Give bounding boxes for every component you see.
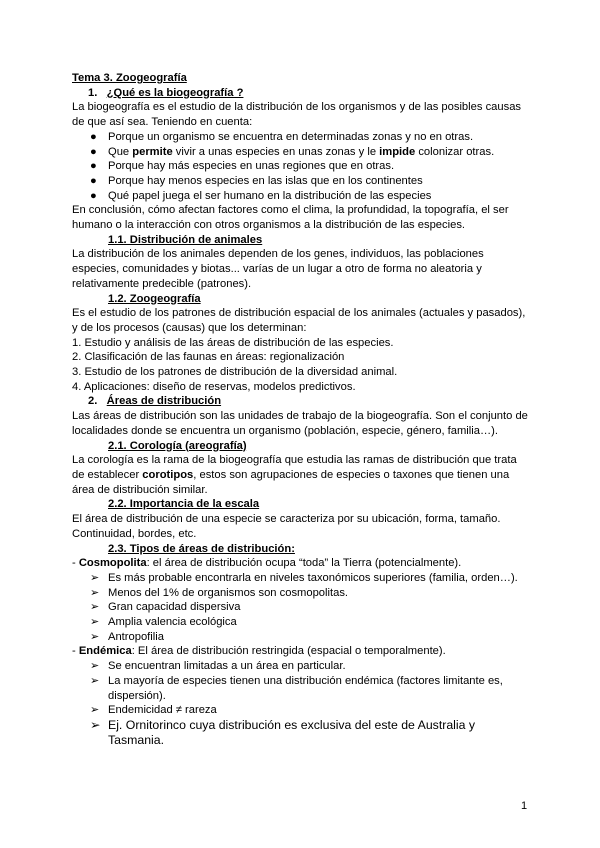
cosmopolita-term: Cosmopolita	[78, 557, 147, 570]
arrow-bullet-icon: ➢	[90, 616, 100, 629]
list-item: ● Qué papel juega el ser humano en la distribución de las especies	[90, 189, 432, 202]
paragraph-line: Continuidad, bordes, etc.	[72, 527, 197, 540]
arrow-bullet-icon: ➢	[90, 674, 100, 687]
arrow-bullet-icon: ➢	[90, 717, 101, 732]
list-item: ➢ Es más probable encontrarla en niveles taxonómicos superiores (familia, orden…).	[90, 571, 518, 584]
document-title: Tema 3. Zoogeografía	[72, 72, 187, 84]
section-2-2-heading: 2.2. Importancia de la escala	[108, 498, 260, 511]
paragraph-line: humano o la interacción con otros organismos a la distribución de las especies.	[72, 219, 466, 232]
section-2-heading	[72, 394, 532, 409]
paragraph-line: de que así sea. Teniendo en cuenta:	[72, 116, 253, 129]
bullet-icon: ●	[90, 189, 97, 202]
endemica-term: Endémica	[78, 645, 132, 658]
arrow-bullet-icon: ➢	[90, 586, 100, 599]
list-item: ➢ Endemicidad ≠ rareza	[90, 704, 217, 717]
paragraph-line: localidades donde se encuentra un organismo (población, especie, género, familia…).	[72, 424, 499, 437]
paragraph-line: especies, comunidades y biotas... varías de un lugar a otro de forma no aleatoria y	[72, 263, 482, 276]
list-item: ➢ Ej. Ornitorinco cuya distribución es exclusiva del este de Australia y Tasmania.	[90, 717, 476, 748]
list-item: ➢ Antropofilia	[90, 630, 164, 643]
list-item: ➢ Gran capacidad dispersiva	[90, 601, 241, 614]
arrow-bullet-icon: ➢	[90, 660, 100, 673]
paragraph-line: área de distribución similar.	[72, 483, 208, 496]
paragraph-line: de establecer corotipos, estos son agrupaciones de especies o taxones que tienen una	[72, 468, 510, 481]
list-item: ➢ Amplia valencia ecológica	[90, 616, 237, 629]
arrow-bullet-icon: ➢	[90, 601, 100, 614]
corotipos-term: corotipos	[142, 468, 194, 481]
paragraph-line: La distribución de los animales dependen de los genes, individuos, las poblaciones	[72, 248, 484, 261]
section-2-3-heading: 2.3. Tipos de áreas de distribución:	[108, 542, 295, 555]
section-2-title: Áreas de distribución	[106, 395, 222, 408]
list-item: ➢ Se encuentran limitadas a un área en particular.	[90, 660, 346, 673]
numbered-item: 1. Estudio y análisis de las áreas de distribución de las especies.	[72, 336, 394, 349]
arrow-bullet-icon: ➢	[90, 571, 100, 584]
list-item: ● Porque hay menos especies en las islas que en los continentes	[90, 174, 423, 187]
section-1-2-heading: 1.2. Zoogeografía	[108, 292, 201, 305]
bullet-icon: ●	[90, 174, 97, 187]
bullet-icon: ●	[90, 160, 97, 173]
document-page	[72, 71, 532, 749]
paragraph-line: La corología es la rama de la biogeografía que estudia las ramas de distribución que trata	[72, 454, 517, 467]
paragraph-line: En conclusión, cómo afectan factores como el clima, la profundidad, la topografía, el ser	[72, 204, 509, 217]
paragraph-line: El área de distribución de una especie se caracteriza por su ubicación, forma, tamaño.	[72, 513, 501, 526]
arrow-bullet-icon: ➢	[90, 704, 100, 717]
endemica-list	[72, 659, 532, 749]
section-2-number: 2.	[88, 395, 98, 408]
paragraph-line: y de los procesos (causas) que los determinan:	[72, 321, 307, 334]
paragraph-line: relativamente predecible (patrones).	[72, 277, 252, 290]
numbered-item: 3. Estudio de los patrones de distribución de la diversidad animal.	[72, 366, 398, 379]
arrow-bullet-icon: ➢	[90, 630, 100, 643]
bullet-list	[72, 130, 532, 204]
numbered-item: 2. Clasificación de las faunas en áreas: regionalización	[72, 351, 345, 364]
section-1-heading	[72, 86, 532, 101]
numbered-item: 4. Aplicaciones: diseño de reservas, modelos predictivos.	[72, 380, 356, 393]
cosmopolita-definition: - Cosmopolita: el área de distribución ocupa “toda” la Tierra (potencialmente).	[72, 557, 462, 570]
list-item: ● Porque hay más especies en unas regiones que en otras.	[90, 160, 395, 173]
list-item: ● Porque un organismo se encuentra en determinadas zonas y no en otras.	[90, 130, 474, 143]
cosmopolita-list	[72, 571, 532, 645]
paragraph-line: La biogeografía es el estudio de la distribución de los organismos y de las posibles causas	[72, 101, 522, 114]
section-1-title: ¿Qué es la biogeografía ?	[106, 86, 244, 99]
list-item: ● Que permite vivir a unas especies en unas zonas y le impide colonizar otras.	[90, 145, 495, 158]
endemica-definition: - Endémica: El área de distribución restringida (espacial o temporalmente).	[72, 645, 446, 658]
paragraph-line: Las áreas de distribución son las unidades de trabajo de la biogeografía. Son el conjunto de	[72, 410, 528, 423]
section-1-number: 1.	[88, 86, 98, 99]
bullet-icon: ●	[90, 145, 97, 158]
list-item: ➢ Menos del 1% de organismos son cosmopolitas.	[90, 586, 349, 599]
section-1-1-heading: 1.1. Distribución de animales	[108, 233, 263, 246]
page-number: 1	[521, 800, 528, 812]
paragraph-line: Es el estudio de los patrones de distribución espacial de los animales (actuales y pasados),	[72, 307, 526, 320]
section-2-1-heading: 2.1. Corología (areografía)	[108, 439, 247, 452]
list-item: ➢ La mayoría de especies tienen una distribución endémica (factores limitante es, dispersión).	[90, 674, 503, 702]
bullet-icon: ●	[90, 130, 97, 143]
